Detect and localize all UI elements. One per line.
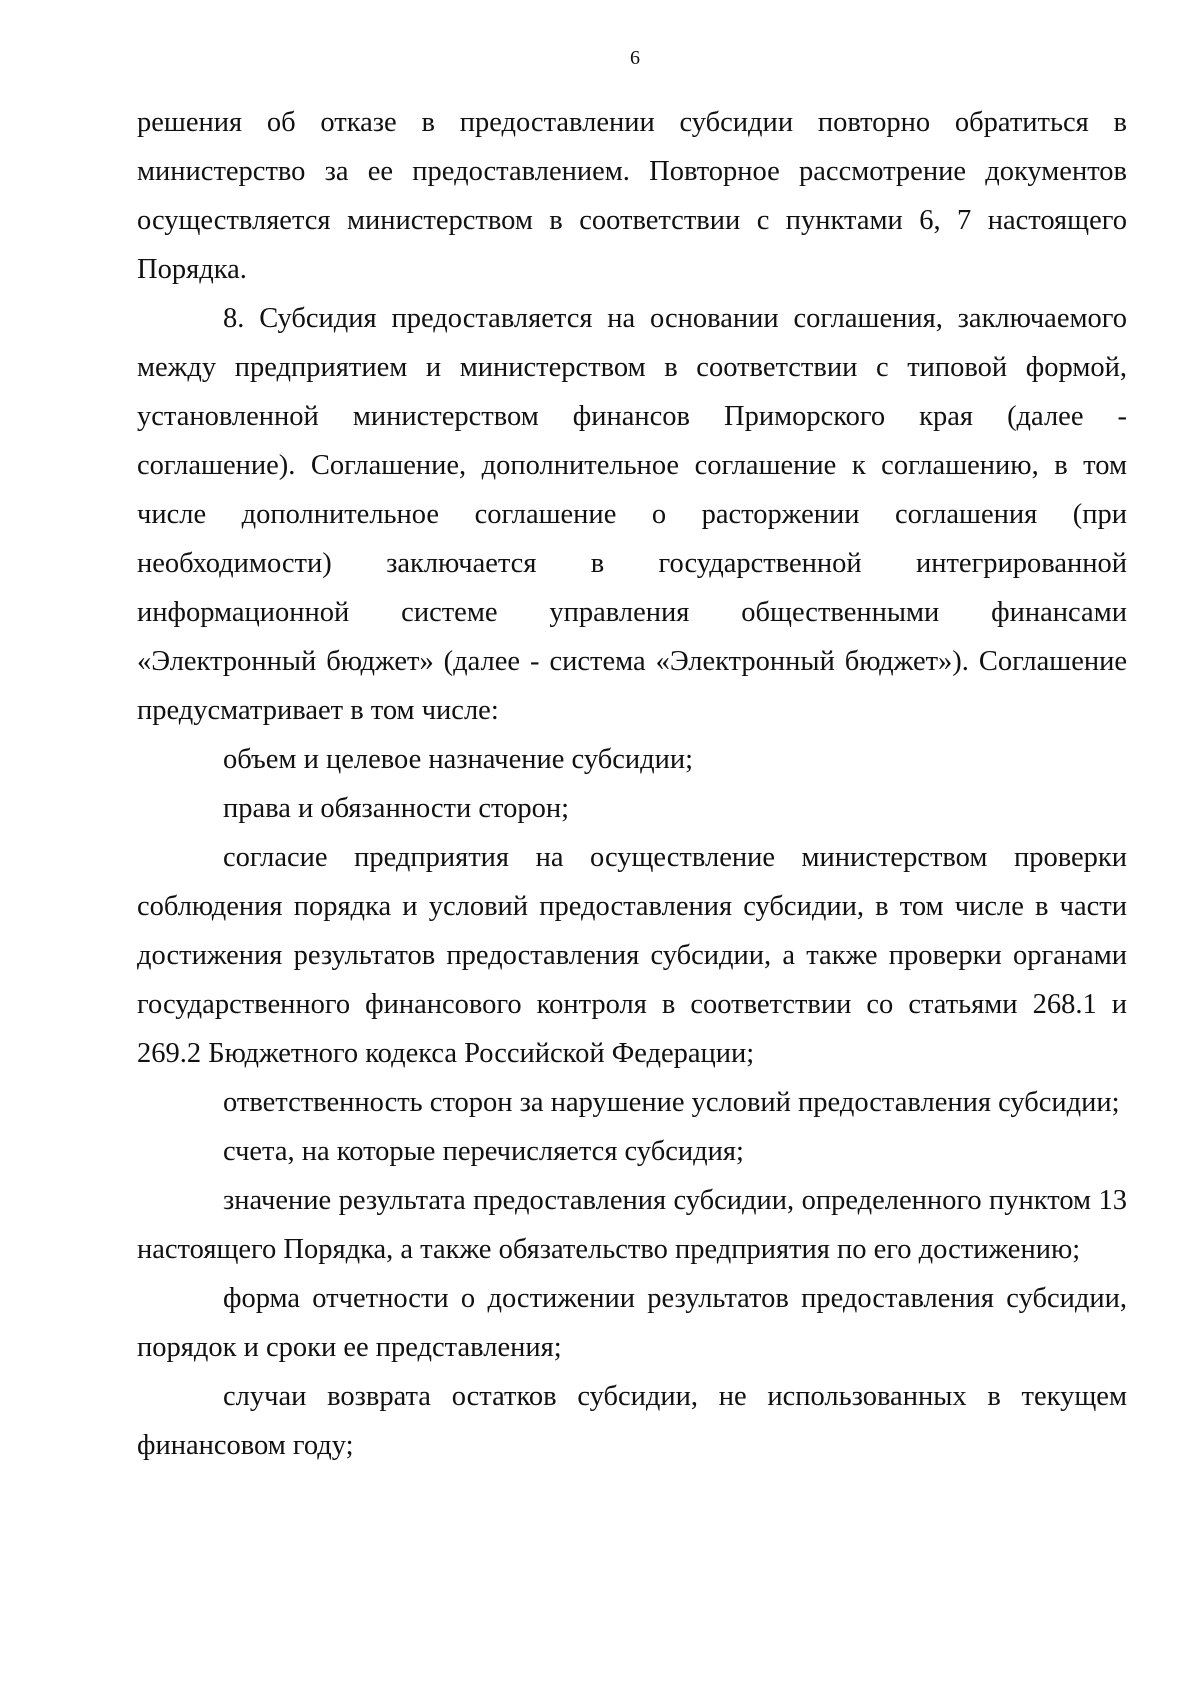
paragraph-2: 8. Субсидия предоставляется на основании соглашения, заключаемого между предприятием и министерством в соответствии с типовой формой, установленной министерством финансов Приморского края (далее - соглашение). Соглашение, дополнительное соглашение к соглашению, в том числе дополнительное соглашение о расторжении соглашения (при необходимости) заключается в государственной интегрированной информационной системе управления общественными финансами «Электронный бюджет» (далее - система «Электронный бюджет»). Соглашение предусматривает в том числе: xyxy=(137,303,1127,726)
paragraph-3: объем и целевое назначение субсидии; xyxy=(223,744,694,775)
page-number: 6 xyxy=(630,47,640,69)
paragraph-9: форма отчетности о достижении результатов предоставления субсидии, порядок и сроки ее представления; xyxy=(137,1283,1127,1363)
paragraph-10: случаи возврата остатков субсидии, не использованных в текущем финансовом году; xyxy=(137,1381,1127,1461)
paragraph-4: права и обязанности сторон; xyxy=(223,793,570,824)
document-body xyxy=(137,98,1127,1470)
paragraph-7: счета, на которые перечисляется субсидия; xyxy=(223,1136,744,1167)
paragraph-6: ответственность сторон за нарушение условий предоставления субсидии; xyxy=(223,1087,1120,1118)
paragraph-1: решения об отказе в предоставлении субсидии повторно обратиться в министерство за ее предоставлением. Повторное рассмотрение документов осуществляется министерством в соответствии с пунктами 6, 7 настоящего Порядка. xyxy=(137,107,1127,285)
paragraph-5: согласие предприятия на осуществление министерством проверки соблюдения порядка и условий предоставления субсидии, в том числе в части достижения результатов предоставления субсидии, а также проверки органами государственного финансового контроля в соответствии со статьями 268.1 и 269.2 Бюджетного кодекса Российской Федерации; xyxy=(137,842,1127,1069)
paragraph-8: значение результата предоставления субсидии, определенного пунктом 13 настоящего Порядка, а также обязательство предприятия по его достижению; xyxy=(137,1185,1127,1265)
